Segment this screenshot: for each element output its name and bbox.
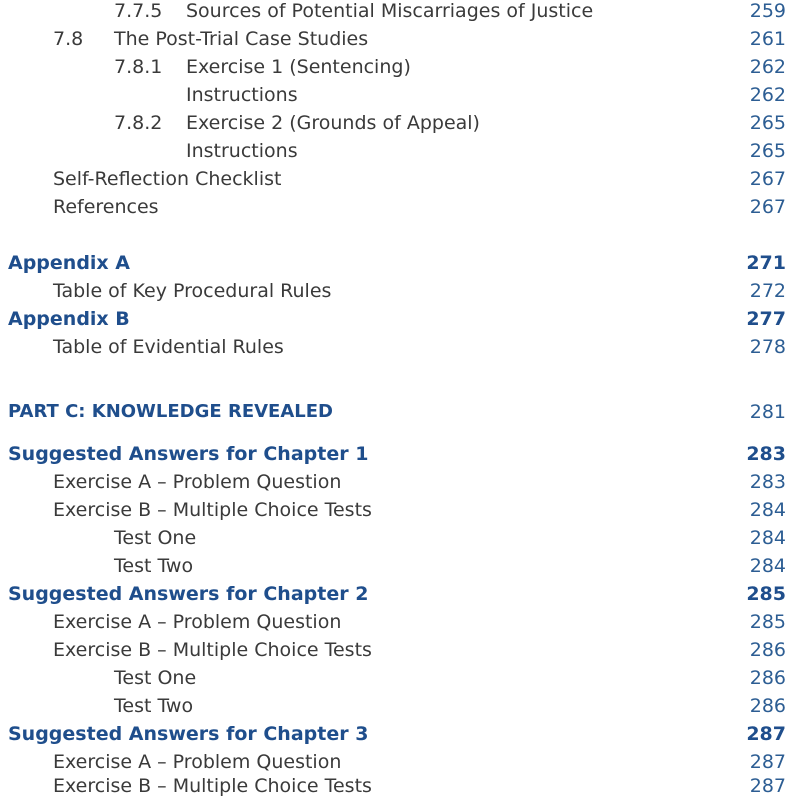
toc-entry xyxy=(0,81,800,109)
page-number: 284 xyxy=(749,499,786,521)
heading-title: Suggested Answers for Chapter 2 xyxy=(8,583,369,605)
page-number: 265 xyxy=(749,140,786,162)
entry-title: Test Two xyxy=(114,555,194,577)
toc-entry xyxy=(0,664,800,692)
page-number: 286 xyxy=(749,695,786,717)
toc-entry xyxy=(0,193,800,221)
page-number: 261 xyxy=(749,28,786,50)
toc-heading xyxy=(0,440,800,468)
toc-entry xyxy=(0,552,800,580)
entry-title: Exercise 1 (Sentencing) xyxy=(186,56,411,78)
toc-entry xyxy=(0,772,800,800)
page-number: 262 xyxy=(749,56,786,78)
page-number: 284 xyxy=(749,555,786,577)
toc-entry xyxy=(0,692,800,720)
entry-title: Instructions xyxy=(186,84,298,106)
heading-title: Suggested Answers for Chapter 1 xyxy=(8,443,369,465)
entry-title: Sources of Potential Miscarriages of Justice xyxy=(186,0,594,22)
toc-entry xyxy=(0,277,800,305)
toc-heading xyxy=(0,305,800,333)
entry-title: Table of Evidential Rules xyxy=(53,336,284,358)
page-number: 284 xyxy=(749,527,786,549)
page-number: 262 xyxy=(749,84,786,106)
page-number: 267 xyxy=(749,168,786,190)
toc-entry xyxy=(0,468,800,496)
page-number: 272 xyxy=(749,280,786,302)
page-number: 267 xyxy=(749,196,786,218)
heading-title: Suggested Answers for Chapter 3 xyxy=(8,723,369,745)
toc-entry xyxy=(0,636,800,664)
entry-title: References xyxy=(53,196,159,218)
entry-title: Test One xyxy=(114,667,197,689)
page-number: 277 xyxy=(746,308,786,330)
heading-title: Appendix A xyxy=(8,252,131,274)
page-number: 287 xyxy=(746,723,786,745)
toc-heading xyxy=(0,249,800,277)
entry-title: Exercise B – Multiple Choice Tests xyxy=(53,639,372,661)
entry-title: Exercise B – Multiple Choice Tests xyxy=(53,775,372,797)
page-number: 271 xyxy=(746,252,786,274)
page-number: 287 xyxy=(749,775,786,797)
section-number: 7.8.2 xyxy=(114,112,163,134)
part-title: PART C: KNOWLEDGE REVEALED xyxy=(8,401,333,422)
toc-entry xyxy=(0,608,800,636)
entry-title: Self-Reflection Checklist xyxy=(53,168,282,190)
page-number: 283 xyxy=(749,471,786,493)
page-number: 285 xyxy=(746,583,786,605)
toc-heading xyxy=(0,720,800,748)
entry-title: Exercise A – Problem Question xyxy=(53,611,342,633)
section-number: 7.8.1 xyxy=(114,56,163,78)
toc-entry xyxy=(0,524,800,552)
toc-entry xyxy=(0,53,800,81)
page-number: 285 xyxy=(749,611,786,633)
entry-title: Exercise 2 (Grounds of Appeal) xyxy=(186,112,480,134)
page-number: 287 xyxy=(749,751,786,773)
toc-entry xyxy=(0,137,800,165)
toc-part-heading xyxy=(0,398,800,426)
page-number: 283 xyxy=(746,443,786,465)
toc-entry xyxy=(0,165,800,193)
page-number: 265 xyxy=(749,112,786,134)
page-number: 278 xyxy=(749,336,786,358)
entry-title: Test One xyxy=(114,527,197,549)
toc-heading xyxy=(0,580,800,608)
toc-entry xyxy=(0,496,800,524)
section-number: 7.7.5 xyxy=(114,0,163,22)
toc-entry xyxy=(0,0,800,25)
toc-entry xyxy=(0,109,800,137)
entry-title: The Post-Trial Case Studies xyxy=(114,28,369,50)
page-number: 286 xyxy=(749,667,786,689)
page-number: 286 xyxy=(749,639,786,661)
entry-title: Test Two xyxy=(114,695,194,717)
entry-title: Exercise B – Multiple Choice Tests xyxy=(53,499,372,521)
page-number: 259 xyxy=(749,0,786,22)
entry-title: Table of Key Procedural Rules xyxy=(53,280,332,302)
heading-title: Appendix B xyxy=(8,308,130,330)
entry-title: Instructions xyxy=(186,140,298,162)
toc-entry xyxy=(0,25,800,53)
entry-title: Exercise A – Problem Question xyxy=(53,751,342,773)
page-number: 281 xyxy=(749,401,786,423)
section-number: 7.8 xyxy=(53,28,84,50)
entry-title: Exercise A – Problem Question xyxy=(53,471,342,493)
toc-entry xyxy=(0,333,800,361)
